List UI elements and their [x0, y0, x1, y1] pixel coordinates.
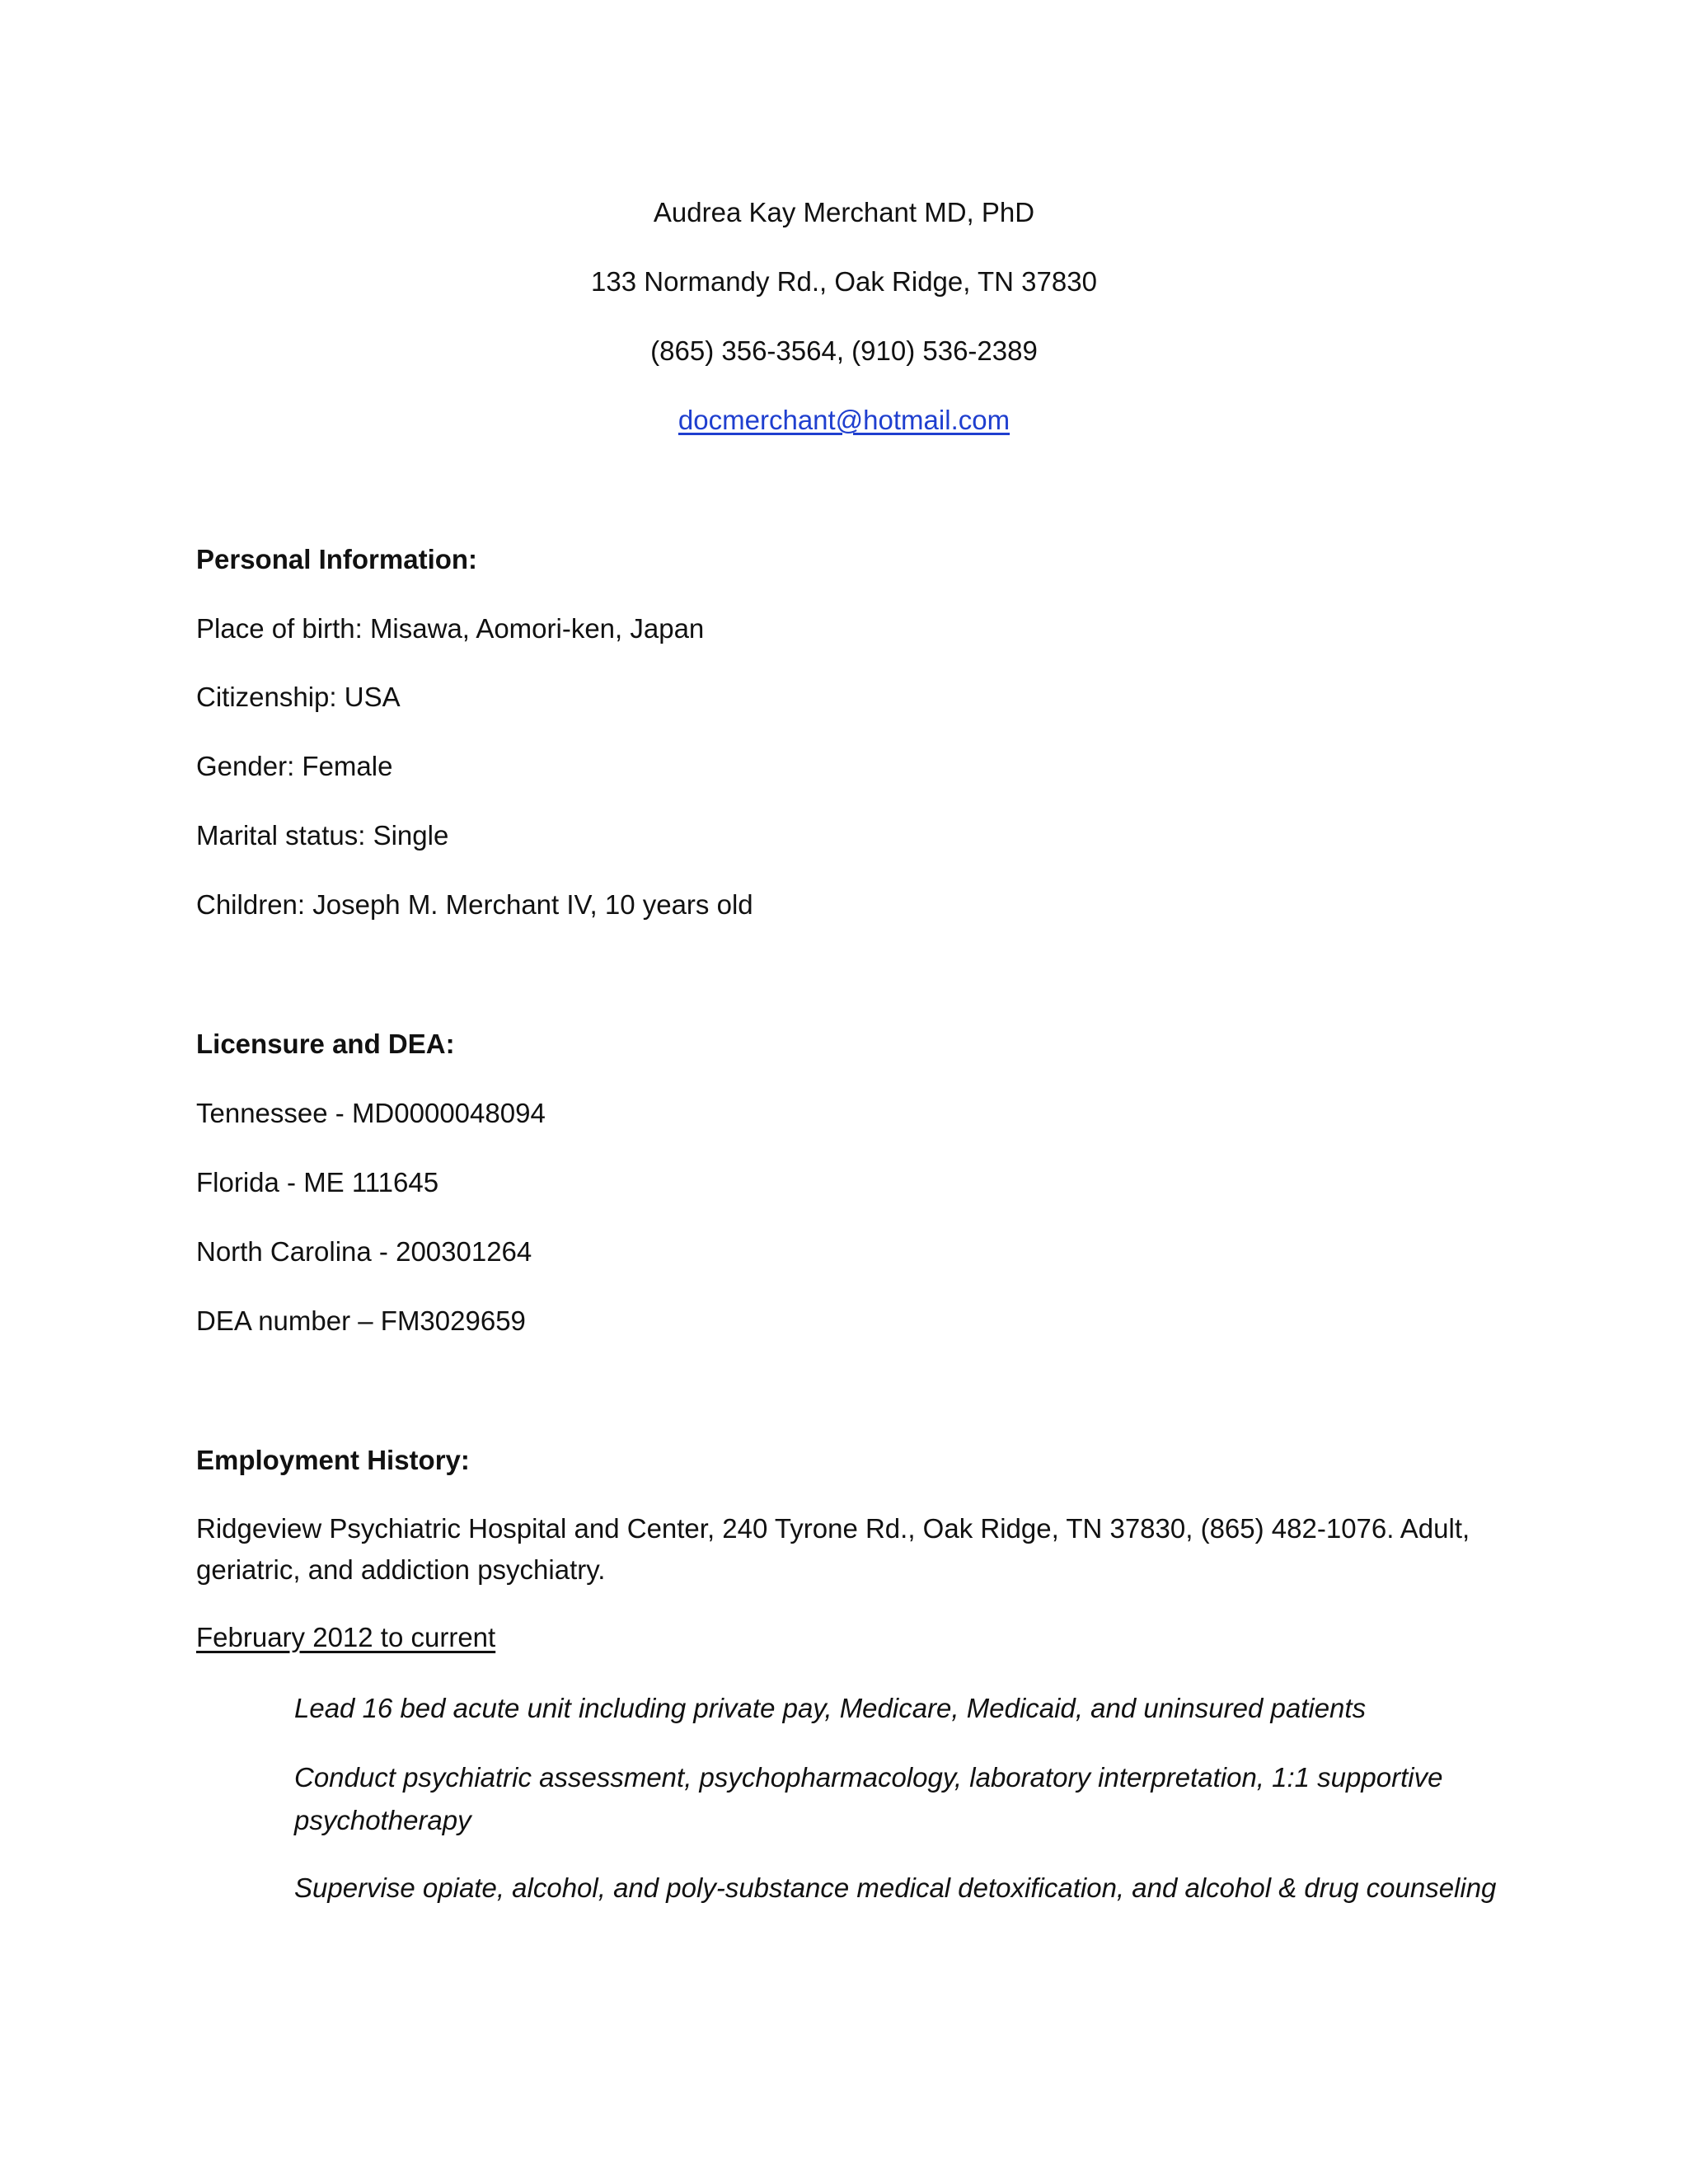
resume-address: 133 Normandy Rd., Oak Ridge, TN 37830 [591, 266, 1097, 297]
employment-history-heading: Employment History: [196, 1445, 470, 1475]
email-row [0, 403, 1688, 438]
resume-name: Audrea Kay Merchant MD, PhD [653, 197, 1035, 227]
license-north-carolina: North Carolina - 200301264 [196, 1236, 532, 1267]
resume-phones: (865) 356-3564, (910) 536-2389 [650, 335, 1038, 366]
dea-number: DEA number – FM3029659 [196, 1305, 526, 1336]
duty-item: Conduct psychiatric assessment, psychopharmacology, laboratory interpretation, 1:1 supportive psychotherapy [294, 1762, 1443, 1835]
personal-item-birthplace: Place of birth: Misawa, Aomori-ken, Japan [196, 613, 705, 644]
employment-period: February 2012 to current [196, 1622, 496, 1652]
personal-item-citizenship: Citizenship: USA [196, 682, 401, 712]
duty-item: Lead 16 bed acute unit including private pay, Medicare, Medicaid, and uninsured patients [294, 1693, 1367, 1723]
licensure-heading: Licensure and DEA: [196, 1029, 455, 1059]
email-link[interactable]: docmerchant@hotmail.com [678, 405, 1010, 435]
personal-item-children: Children: Joseph M. Merchant IV, 10 years old [196, 889, 753, 920]
personal-information-heading: Personal Information: [196, 544, 478, 574]
duty-item: Supervise opiate, alcohol, and poly-substance medical detoxification, and alcohol & drug counseling [294, 1872, 1497, 1903]
employer-description: Ridgeview Psychiatric Hospital and Center, 240 Tyrone Rd., Oak Ridge, TN 37830, (865) 482-1076. Adult, geriatric, and addiction psychiatry. [196, 1513, 1470, 1585]
personal-item-marital-status: Marital status: Single [196, 820, 449, 851]
personal-item-gender: Gender: Female [196, 751, 393, 781]
license-tennessee: Tennessee - MD0000048094 [196, 1098, 546, 1128]
license-florida: Florida - ME 111645 [196, 1167, 439, 1197]
